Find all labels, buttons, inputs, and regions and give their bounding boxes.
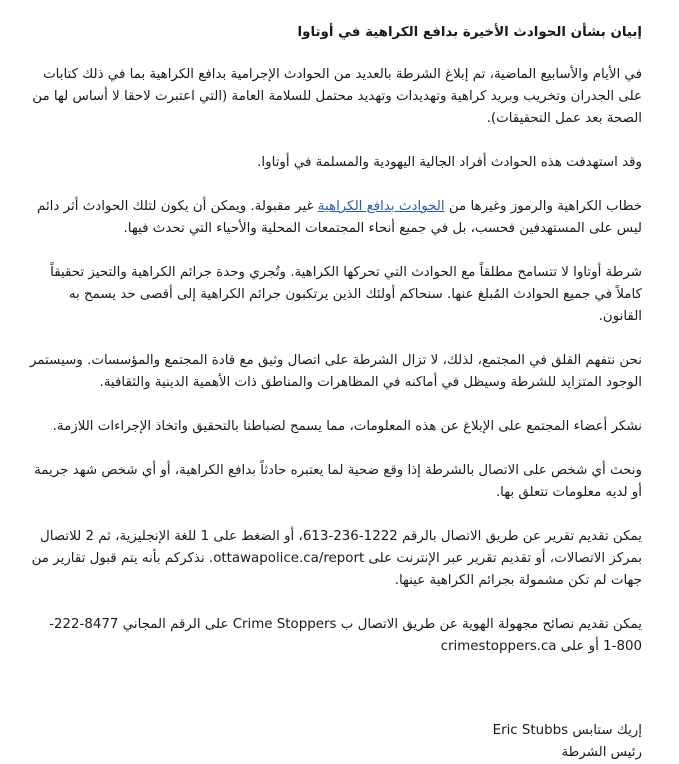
signature-block	[22, 720, 642, 764]
signature-role: رئيس الشرطة	[561, 745, 642, 760]
paragraph-community-concern: نحن نتفهم القلق في المجتمع، لذلك، لا تزال الشرطة على اتصال وثيق مع قادة المجتمع والمؤسسات. وسيستمر الوجود المتزايد للشرطة وسيظل في أماكنه في المظاهرات والمناطق ذات الأهمية الدينية والثقافية.	[29, 353, 642, 390]
paragraph-incidents-reported: في الأيام والأسابيع الماضية، تم إبلاغ الشرطة بالعديد من الحوادث الإجرامية بدافع الكراهية بما في ذلك كتابات على الجدران وتخريب وبريد كراهية وتهديدات وتهديد محتمل للسلامة العامة (التي اعتبرت لاحقا لا أساس لها من الصحة بعد عمل التحقيقات).	[32, 67, 642, 126]
hate-incidents-link[interactable]: الحوادث بدافع الكراهية	[317, 199, 445, 214]
paragraph-hate-speech-start: خطاب الكراهية والرموز وغيرها من	[444, 199, 642, 214]
paragraph-report-methods: يمكن تقديم تقرير عن طريق الاتصال بالرقم 1222-236-613، أو الضغط على 1 للغة الإنجليزية، ثم 2 للاتصال بمركز الاتصالات، أو تقديم تقرير عبر الإنترنت على ottawapolice.ca/report. نذكركم بأنه يتم قبول تقارير من جهات لم تكن مشمولة بجرائم الكراهية عينها.	[31, 529, 642, 588]
paragraph-hate-speech	[22, 196, 642, 240]
paragraph-urge-contact: ونحث أي شخص على الاتصال بالشرطة إذا وقع ضحية لما يعتبره حادثاً بدافع الكراهية، أو أي شخص شهد جريمة أو لديه معلومات تتعلق بها.	[34, 463, 642, 500]
paragraph-hate-speech-end: غير مقبولة. ويمكن أن يكون لتلك الحوادث أثر دائم ليس على المستهدفين فحسب، بل في جميع أنحاء المجتمعات المحلية والأحياء التي تحدث فيها.	[37, 199, 642, 236]
paragraph-thanks: نشكر أعضاء المجتمع على الإبلاغ عن هذه المعلومات، مما يسمح لضباطنا بالتحقيق واتخاذ الإجراءات اللازمة.	[52, 419, 642, 434]
paragraph-communities-targeted: وقد استهدفت هذه الحوادث أفراد الجالية اليهودية والمسلمة في أوتاوا.	[257, 155, 642, 170]
paragraph-crime-stoppers: يمكن تقديم نصائح مجهولة الهوية عن طريق الاتصال ب Crime Stoppers على الرقم المجاني 8477-222-800-1 أو على crimestoppers.ca	[49, 617, 642, 654]
paragraph-zero-tolerance: شرطة أوتاوا لا تتسامح مطلقاً مع الحوادث التي تحركها الكراهية. وتُجري وحدة جرائم الكراهية والتحيز تحقيقاً كاملاً في جميع الحوادث المُبلغ عنها. سنحاكم أولئك الذين يرتكبون جرائم الكراهية إلى أقصى حد يسمح به القانون.	[50, 265, 642, 324]
page-title: إبيان بشأن الحوادث الأخيرة بدافع الكراهية في أوتاوا	[297, 25, 642, 40]
signature-name: إريك ستابس Eric Stubbs	[492, 723, 642, 738]
